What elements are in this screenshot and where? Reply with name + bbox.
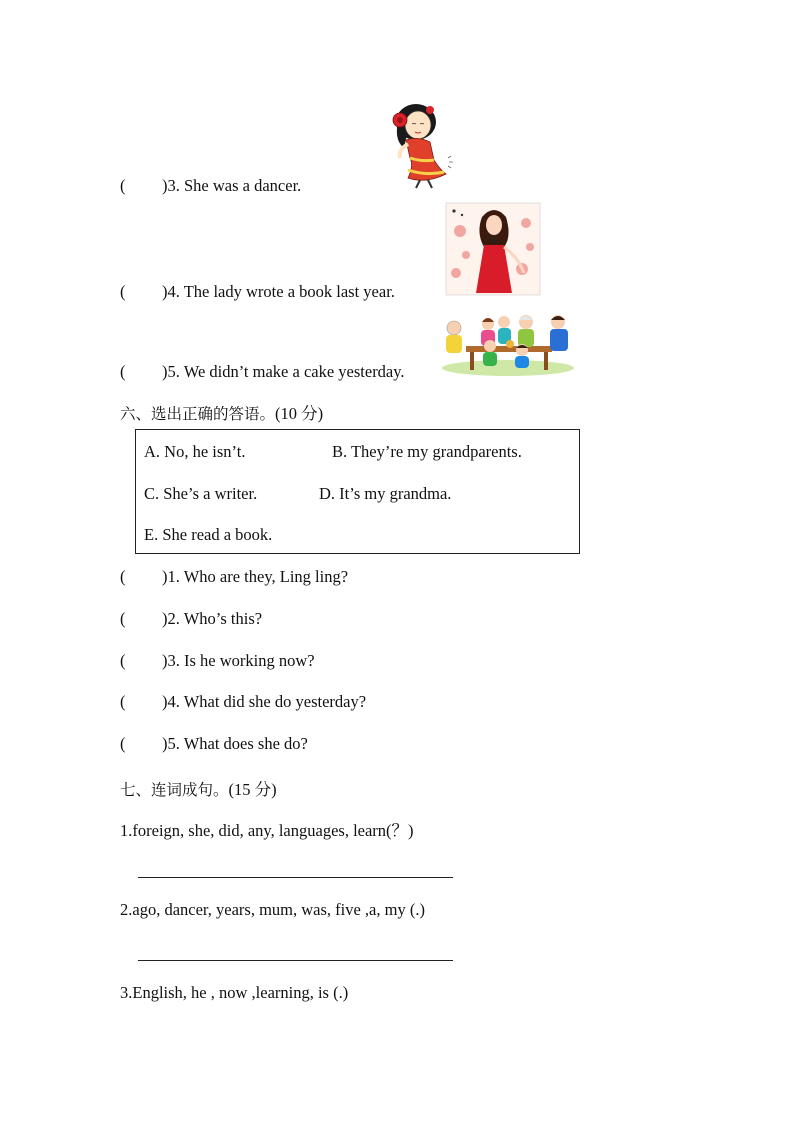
option-d: D. It’s my grandma. bbox=[319, 484, 452, 503]
sentence-item-3: 3.English, he , now ,learning, is (.) bbox=[120, 983, 349, 1002]
section-6-title: 六、选出正确的答语。(10 分) bbox=[120, 404, 324, 423]
question-text: )5. We didn’t make a cake yesterday. bbox=[162, 362, 405, 381]
sentence-item-1: 1.foreign, she, did, any, languages, learn(？) bbox=[120, 821, 414, 840]
question-5-5: ( )5. We didn’t make a cake yesterday. bbox=[120, 362, 405, 381]
answer-line-1[interactable] bbox=[138, 877, 453, 878]
answer-line-2[interactable] bbox=[138, 960, 453, 961]
section-7-title: 七、连词成句。(15 分) bbox=[120, 780, 277, 799]
option-b: B. They’re my grandparents. bbox=[332, 442, 522, 461]
family-table-image bbox=[440, 312, 576, 378]
question-5-3: ( )3. She was a dancer. bbox=[120, 176, 302, 195]
option-a: A. No, he isn’t. bbox=[144, 442, 246, 461]
question-6-1: ( )1. Who are they, Ling ling? bbox=[120, 567, 349, 586]
option-c: C. She’s a writer. bbox=[144, 484, 258, 503]
option-e: E. She read a book. bbox=[144, 525, 273, 544]
question-text: )3. She was a dancer. bbox=[162, 176, 302, 195]
answer-options-box bbox=[135, 429, 580, 554]
question-6-4: ( )4. What did she do yesterday? bbox=[120, 692, 367, 711]
question-6-2: ( )2. Who’s this? bbox=[120, 609, 263, 628]
sentence-item-2: 2.ago, dancer, years, mum, was, five ,a, my (.) bbox=[120, 900, 425, 919]
singer-lady-image bbox=[446, 203, 540, 295]
question-text: )4. The lady wrote a book last year. bbox=[162, 282, 395, 301]
question-6-3: ( )3. Is he working now? bbox=[120, 651, 315, 670]
dancer-girl-image bbox=[386, 100, 462, 190]
question-6-5: ( )5. What does she do? bbox=[120, 734, 308, 753]
question-5-4: ( )4. The lady wrote a book last year. bbox=[120, 282, 395, 301]
